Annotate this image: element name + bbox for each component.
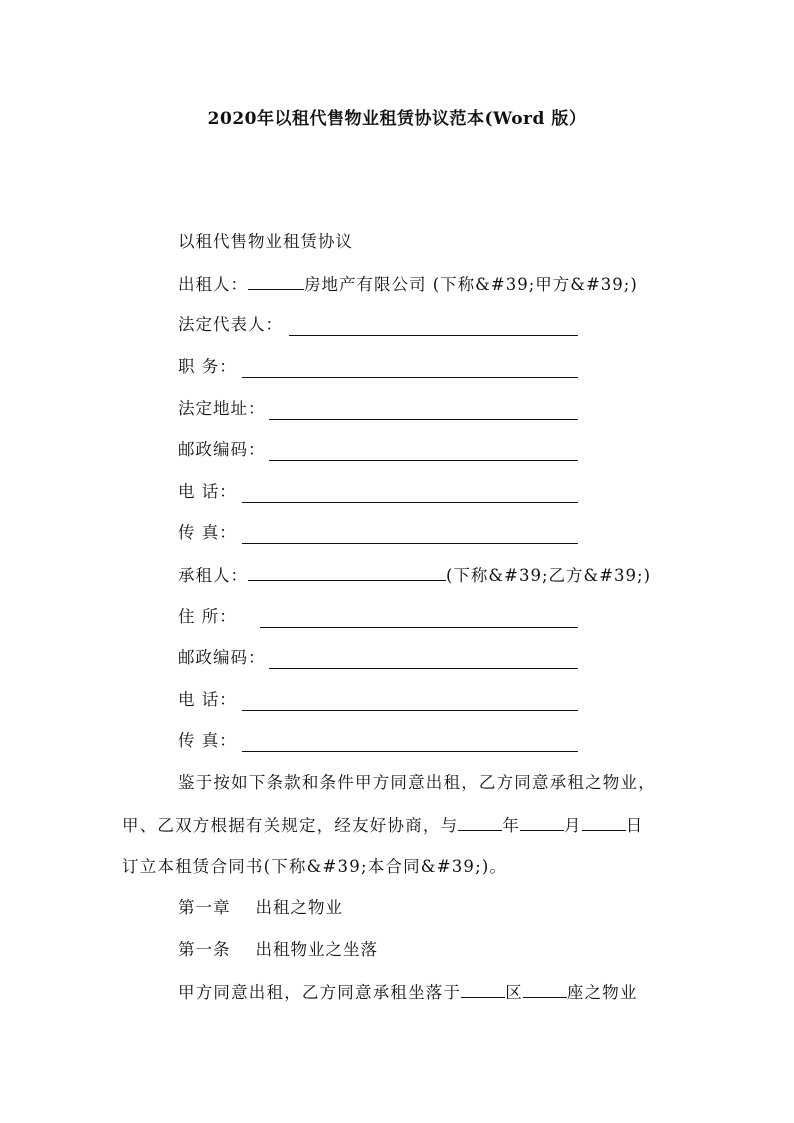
field-label: 电 话： bbox=[178, 690, 237, 709]
field-label: 法定地址： bbox=[178, 399, 266, 418]
block-blank[interactable] bbox=[523, 981, 567, 998]
field-phone-lessee bbox=[178, 689, 237, 711]
legal-representative-blank[interactable] bbox=[289, 334, 578, 336]
article-text bbox=[178, 981, 638, 1003]
field-fax-lessee bbox=[178, 730, 237, 752]
day-blank[interactable] bbox=[582, 814, 626, 831]
month-blank[interactable] bbox=[520, 814, 564, 831]
lessee-alias: (下称&#39;乙方&#39;) bbox=[446, 566, 652, 585]
field-label: 邮政编码： bbox=[178, 648, 266, 667]
field-postal-code-lessor bbox=[178, 439, 266, 461]
postal-code-lessor-blank[interactable] bbox=[269, 459, 578, 461]
preamble-line-3: 订立本租赁合同书(下称&#39;本合同&#39;)。 bbox=[122, 857, 508, 876]
month-label: 月 bbox=[564, 816, 582, 835]
fax-lessee-blank[interactable] bbox=[242, 750, 578, 752]
district-label: 区 bbox=[505, 983, 523, 1002]
field-label: 传 真： bbox=[178, 731, 237, 750]
article-heading: 第一条 出租物业之坐落 bbox=[178, 940, 378, 959]
preamble-text: 甲、乙双方根据有关规定，经友好协商，与 bbox=[122, 816, 459, 835]
field-label: 法定代表人： bbox=[178, 315, 283, 334]
preamble-line-2 bbox=[122, 814, 643, 836]
year-label: 年 bbox=[502, 816, 521, 835]
field-label: 传 真： bbox=[178, 523, 237, 542]
field-label: 电 话： bbox=[178, 482, 237, 501]
field-label: 职 务： bbox=[178, 357, 237, 376]
lessee-name-blank[interactable] bbox=[248, 564, 446, 581]
postal-code-lessee-blank[interactable] bbox=[269, 667, 578, 669]
chapter-heading: 第一章 出租之物业 bbox=[178, 898, 343, 917]
lessor-alias: (下称&#39;甲方&#39;) bbox=[432, 275, 638, 294]
field-position bbox=[178, 356, 237, 378]
residence-blank[interactable] bbox=[260, 626, 578, 628]
day-label: 日 bbox=[625, 816, 644, 835]
document-title: 2020年以租代售物业租赁协议范本(Word 版） bbox=[207, 109, 587, 129]
field-label: 住 所： bbox=[178, 607, 237, 626]
field-postal-code-lessee bbox=[178, 647, 266, 669]
field-legal-address bbox=[178, 398, 266, 420]
legal-address-blank[interactable] bbox=[269, 418, 578, 420]
phone-lessee-blank[interactable] bbox=[242, 709, 578, 711]
fax-lessor-blank[interactable] bbox=[242, 542, 578, 544]
lessee-line bbox=[178, 564, 651, 586]
lessor-label: 出租人： bbox=[178, 275, 248, 294]
field-residence bbox=[178, 606, 237, 628]
lessor-name-blank[interactable] bbox=[248, 273, 304, 290]
preamble-line-1: 鉴于按如下条款和条件甲方同意出租，乙方同意承租之物业， bbox=[178, 773, 656, 792]
field-phone-lessor bbox=[178, 481, 237, 503]
district-blank[interactable] bbox=[461, 981, 505, 998]
year-blank[interactable] bbox=[458, 814, 502, 831]
lessor-company-suffix: 房地产有限公司 bbox=[304, 275, 427, 294]
phone-lessor-blank[interactable] bbox=[242, 501, 578, 503]
article-text-b: 座之物业 bbox=[566, 983, 638, 1002]
field-legal-representative bbox=[178, 314, 283, 336]
document-heading: 以租代售物业租赁协议 bbox=[178, 232, 353, 251]
article-text-a: 甲方同意出租，乙方同意承租坐落于 bbox=[178, 983, 462, 1002]
lessor-line bbox=[178, 273, 638, 295]
field-label: 邮政编码： bbox=[178, 440, 266, 459]
position-blank[interactable] bbox=[242, 376, 578, 378]
field-fax-lessor bbox=[178, 522, 237, 544]
lessee-label: 承租人： bbox=[178, 566, 248, 585]
